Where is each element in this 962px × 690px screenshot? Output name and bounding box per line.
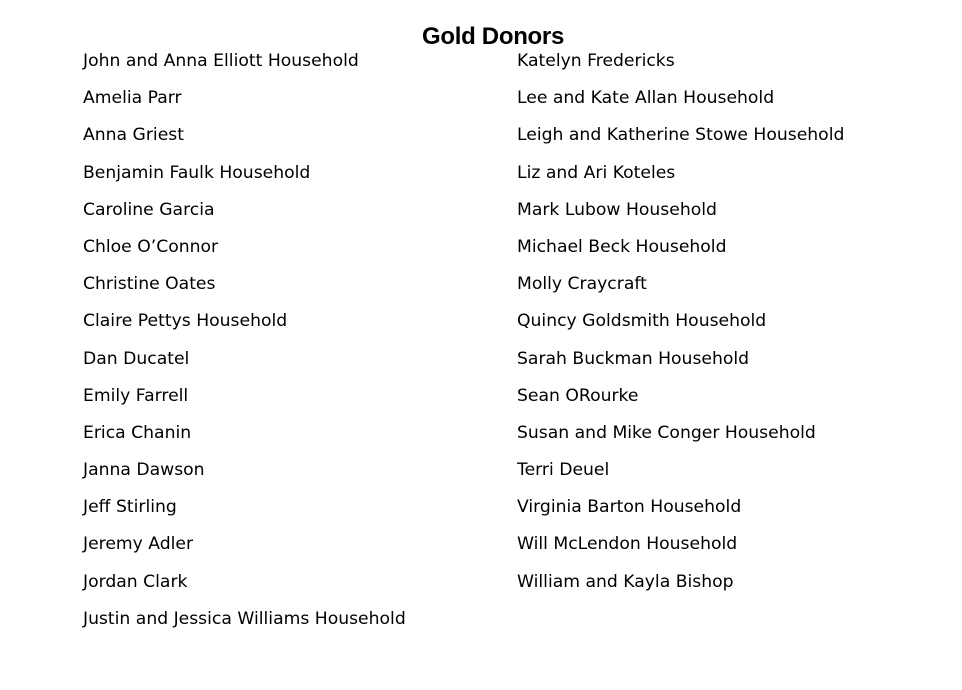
donor-name: Justin and Jessica Williams Household <box>83 608 406 629</box>
donor-name: Christine Oates <box>83 274 216 295</box>
donor-name: Will McLendon Household <box>517 534 738 555</box>
donor-name: Lee and Kate Allan Household <box>517 88 775 109</box>
donor-name: Terri Deuel <box>517 460 610 481</box>
donor-name: Liz and Ari Koteles <box>517 162 676 183</box>
donor-name: Jordan Clark <box>83 571 188 592</box>
donor-list-left <box>83 46 503 641</box>
donor-name: Jeff Stirling <box>83 497 177 518</box>
donor-name: Janna Dawson <box>83 460 205 481</box>
page-title: Gold Donors <box>421 23 565 51</box>
donor-list-right <box>517 46 947 604</box>
donor-name: Benjamin Faulk Household <box>83 162 311 183</box>
donor-name: Dan Ducatel <box>83 348 190 369</box>
donor-name: Quincy Goldsmith Household <box>517 311 767 332</box>
donor-name: Virginia Barton Household <box>517 497 742 518</box>
donor-name: Katelyn Fredericks <box>517 51 675 71</box>
donor-name: Chloe O’Connor <box>83 236 219 257</box>
donor-name: Claire Pettys Household <box>83 311 288 332</box>
donor-name: Sarah Buckman Household <box>517 348 750 369</box>
donor-name: Michael Beck Household <box>517 236 727 257</box>
donor-name: Jeremy Adler <box>83 534 194 555</box>
donor-name: Mark Lubow Household <box>517 199 717 220</box>
donor-name: Emily Farrell <box>83 385 189 406</box>
donor-name: Molly Craycraft <box>517 274 647 295</box>
donor-name: Sean ORourke <box>517 385 639 406</box>
donor-name: Amelia Parr <box>83 88 182 109</box>
donor-name: Caroline Garcia <box>83 199 215 220</box>
donor-name: Susan and Mike Conger Household <box>517 422 816 443</box>
donor-name: John and Anna Elliott Household <box>83 51 359 71</box>
donor-name: Leigh and Katherine Stowe Household <box>517 125 845 146</box>
donor-name: William and Kayla Bishop <box>517 571 734 592</box>
donor-name: Anna Griest <box>83 125 184 146</box>
donor-name: Erica Chanin <box>83 422 192 443</box>
